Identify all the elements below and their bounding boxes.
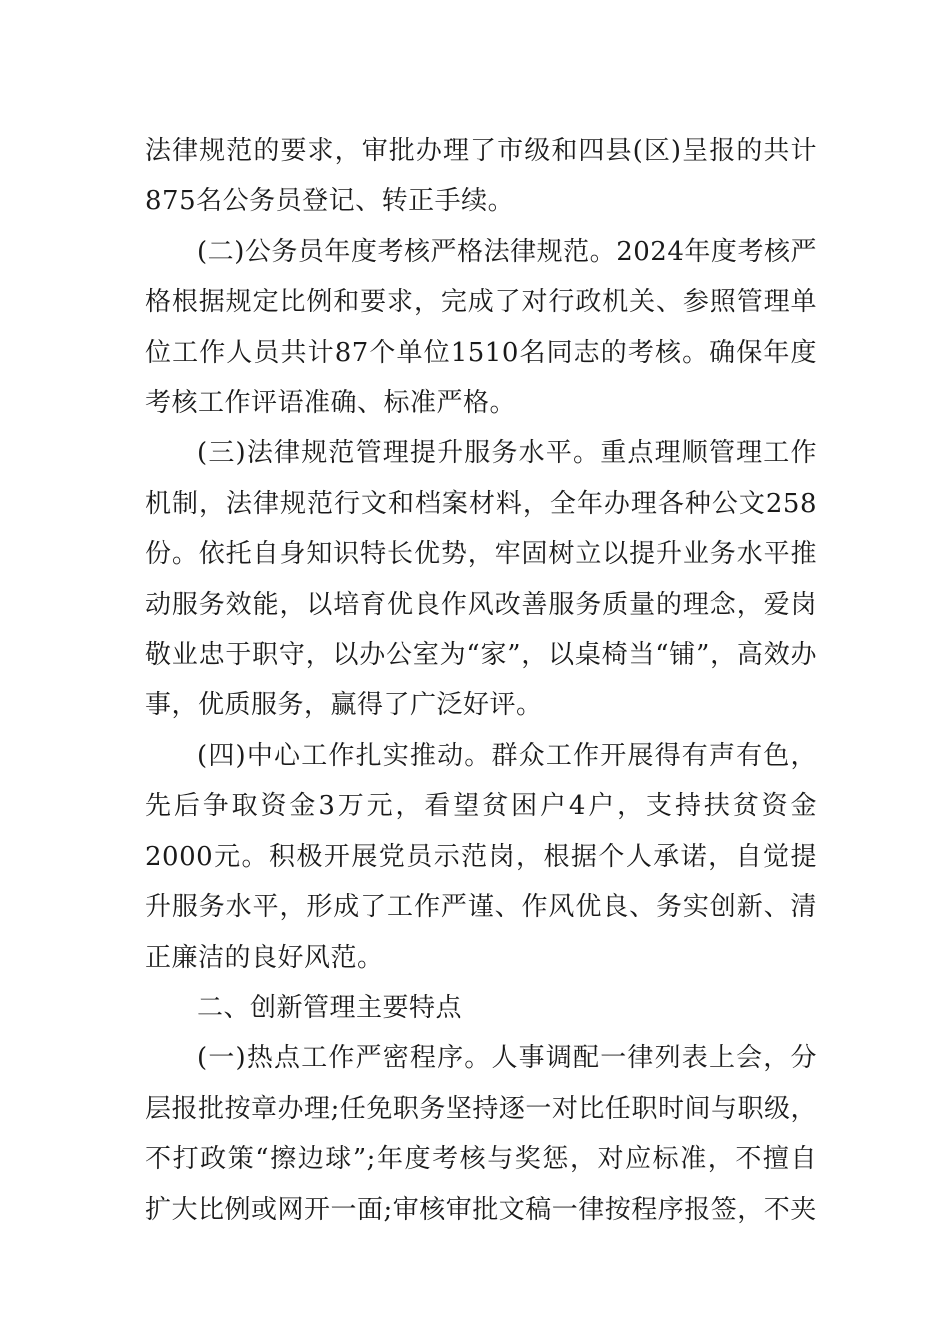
section-heading-innovation: 二、创新管理主要特点 <box>197 992 463 1023</box>
paragraph-service-level: (三)法律规范管理提升服务水平。重点理顺管理工作机制，法律规范行文和档案材料，全年办理各种公文258份。依托自身知识特长优势，牢固树立以提升业务水平推动服务效能，以培育优良作风改善服务质量的理念，爱岗敬业忠于职守，以办公室为“家”，以桌椅当“铺”，高效办事，优质服务，赢得了广泛好评。 <box>145 438 817 721</box>
paragraph-strict-procedure: (一)热点工作严密程序。人事调配一律列表上会，分层报批按章办理;任免职务坚持逐一对比任职时间与职级，不打政策“擦边球”;年度考核与奖惩，对应标准，不擅自扩大比例或网开一面;审核审批文稿一律按程序报签，不夹 <box>145 1043 817 1225</box>
paragraph-central-work: (四)中心工作扎实推动。群众工作开展得有声有色，先后争取资金3万元，看望贫困户4户，支持扶贫资金2000元。积极开展党员示范岗，根据个人承诺，自觉提升服务水平，形成了工作严谨、作风优良、务实创新、清正廉洁的良好风范。 <box>145 740 817 973</box>
paragraph-continuation: 法律规范的要求，审批办理了市级和四县(区)呈报的共计875名公务员登记、转正手续。 <box>145 136 817 217</box>
document-body <box>145 126 817 1235</box>
paragraph-annual-assessment: (二)公务员年度考核严格法律规范。2024年度考核严格根据规定比例和要求，完成了对行政机关、参照管理单位工作人员共计87个单位1510名同志的考核。确保年度考核工作评语准确、标准严格。 <box>145 236 817 419</box>
